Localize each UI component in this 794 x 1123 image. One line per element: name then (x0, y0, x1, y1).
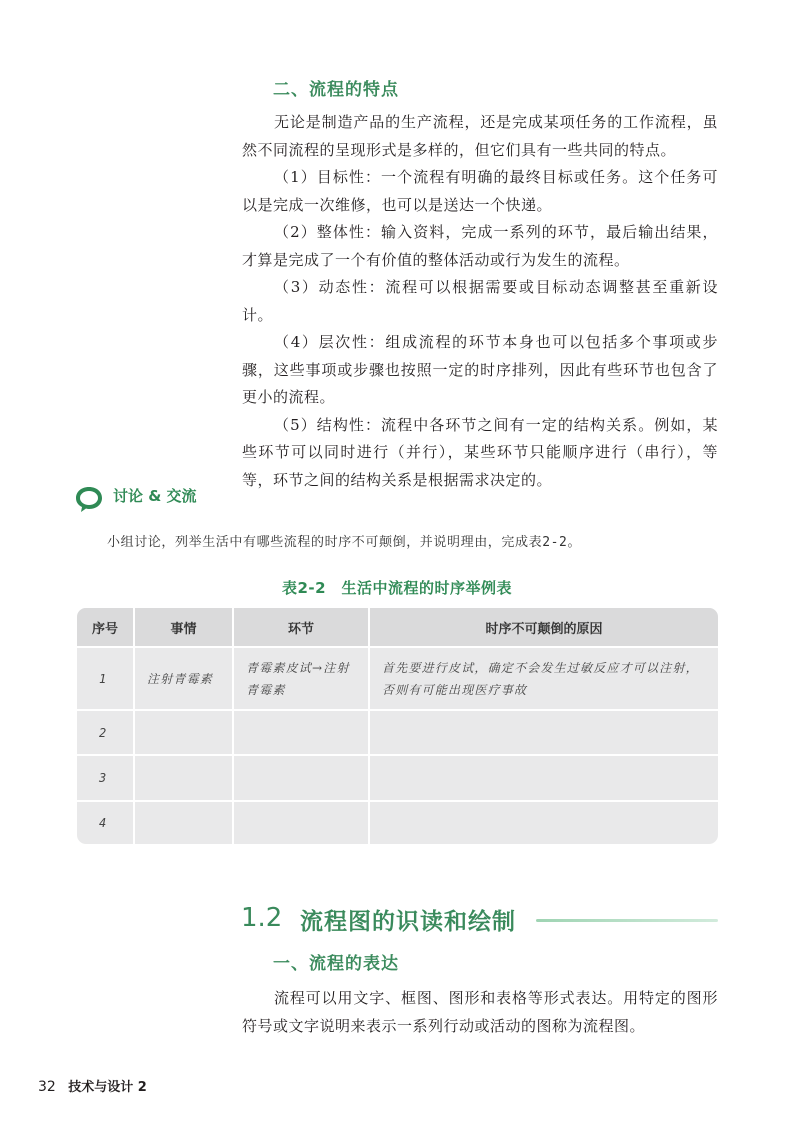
table-row (77, 710, 718, 755)
section-title: 流程图的识读和绘制 (300, 909, 516, 935)
book-title: 技术与设计 2 (68, 1080, 147, 1095)
discussion-title: 讨论 & 交流 (113, 487, 197, 505)
cell-steps: 青霉素皮试→注射青霉素 (233, 647, 369, 710)
cell-event: 注射青霉素 (134, 647, 233, 710)
paragraph: （2）整体性：输入资料，完成一系列的环节，最后输出结果，才算是完成了一个有价值的整体活动或行为发生的流程。 (242, 223, 718, 269)
header-event: 事情 (134, 608, 233, 647)
page-footer (38, 1076, 147, 1095)
table-header-row (77, 608, 718, 647)
cell-index: 3 (77, 755, 134, 800)
table-row (77, 755, 718, 800)
table-row (77, 647, 718, 710)
header-steps: 环节 (233, 608, 369, 647)
paragraph: （4）层次性：组成流程的环节本身也可以包括多个事项或步骤，这些事项或步骤也按照一定的时序排列，因此有些环节也包含了更小的流程。 (242, 333, 718, 406)
cell-steps (233, 710, 369, 755)
cell-event (134, 801, 233, 844)
cell-reason (369, 801, 718, 844)
discussion-prompt: 小组讨论，列举生活中有哪些流程的时序不可颠倒，并说明理由，完成表2-2。 (107, 535, 582, 550)
section-heading-expression: 一、流程的表达 (273, 954, 399, 974)
header-reason: 时序不可颠倒的原因 (369, 608, 718, 647)
speech-bubble-icon (74, 484, 104, 514)
cell-index: 2 (77, 710, 134, 755)
section-number: 1.2 (241, 903, 283, 933)
section-heading-features: 二、流程的特点 (273, 80, 399, 100)
cell-index: 4 (77, 801, 134, 844)
paragraph: 流程可以用文字、框图、图形和表格等形式表达。用特定的图形符号或文字说明来表示一系列行动或活动的图称为流程图。 (242, 989, 718, 1035)
timing-table (77, 608, 718, 844)
paragraph: （5）结构性：流程中各环节之间有一定的结构关系。例如，某些环节可以同时进行（并行），某些环节只能顺序进行（串行），等等，环节之间的结构关系是根据需求决定的。 (242, 415, 718, 489)
cell-reason: 首先要进行皮试，确定不会发生过敏反应才可以注射，否则有可能出现医疗事故 (369, 647, 718, 710)
paragraph: 无论是制造产品的生产流程，还是完成某项任务的工作流程，虽然不同流程的呈现形式是多样的，但它们具有一些共同的特点。 (242, 113, 718, 159)
cell-index: 1 (77, 647, 134, 710)
cell-reason (369, 710, 718, 755)
cell-event (134, 710, 233, 755)
expression-body (242, 985, 718, 1040)
table-caption: 表2-2 生活中流程的时序举例表 (281, 579, 513, 597)
cell-reason (369, 755, 718, 800)
paragraph: （3）动态性：流程可以根据需要或目标动态调整甚至重新设计。 (242, 278, 718, 324)
page-number: 32 (38, 1079, 56, 1095)
paragraph: （1）目标性：一个流程有明确的最终目标或任务。这个任务可以是完成一次维修，也可以是送达一个快递。 (242, 168, 718, 214)
cell-event (134, 755, 233, 800)
cell-steps (233, 801, 369, 844)
table-row (77, 801, 718, 844)
features-body (242, 109, 718, 494)
cell-steps (233, 755, 369, 800)
section-title-rule (536, 919, 718, 922)
header-index: 序号 (77, 608, 134, 647)
